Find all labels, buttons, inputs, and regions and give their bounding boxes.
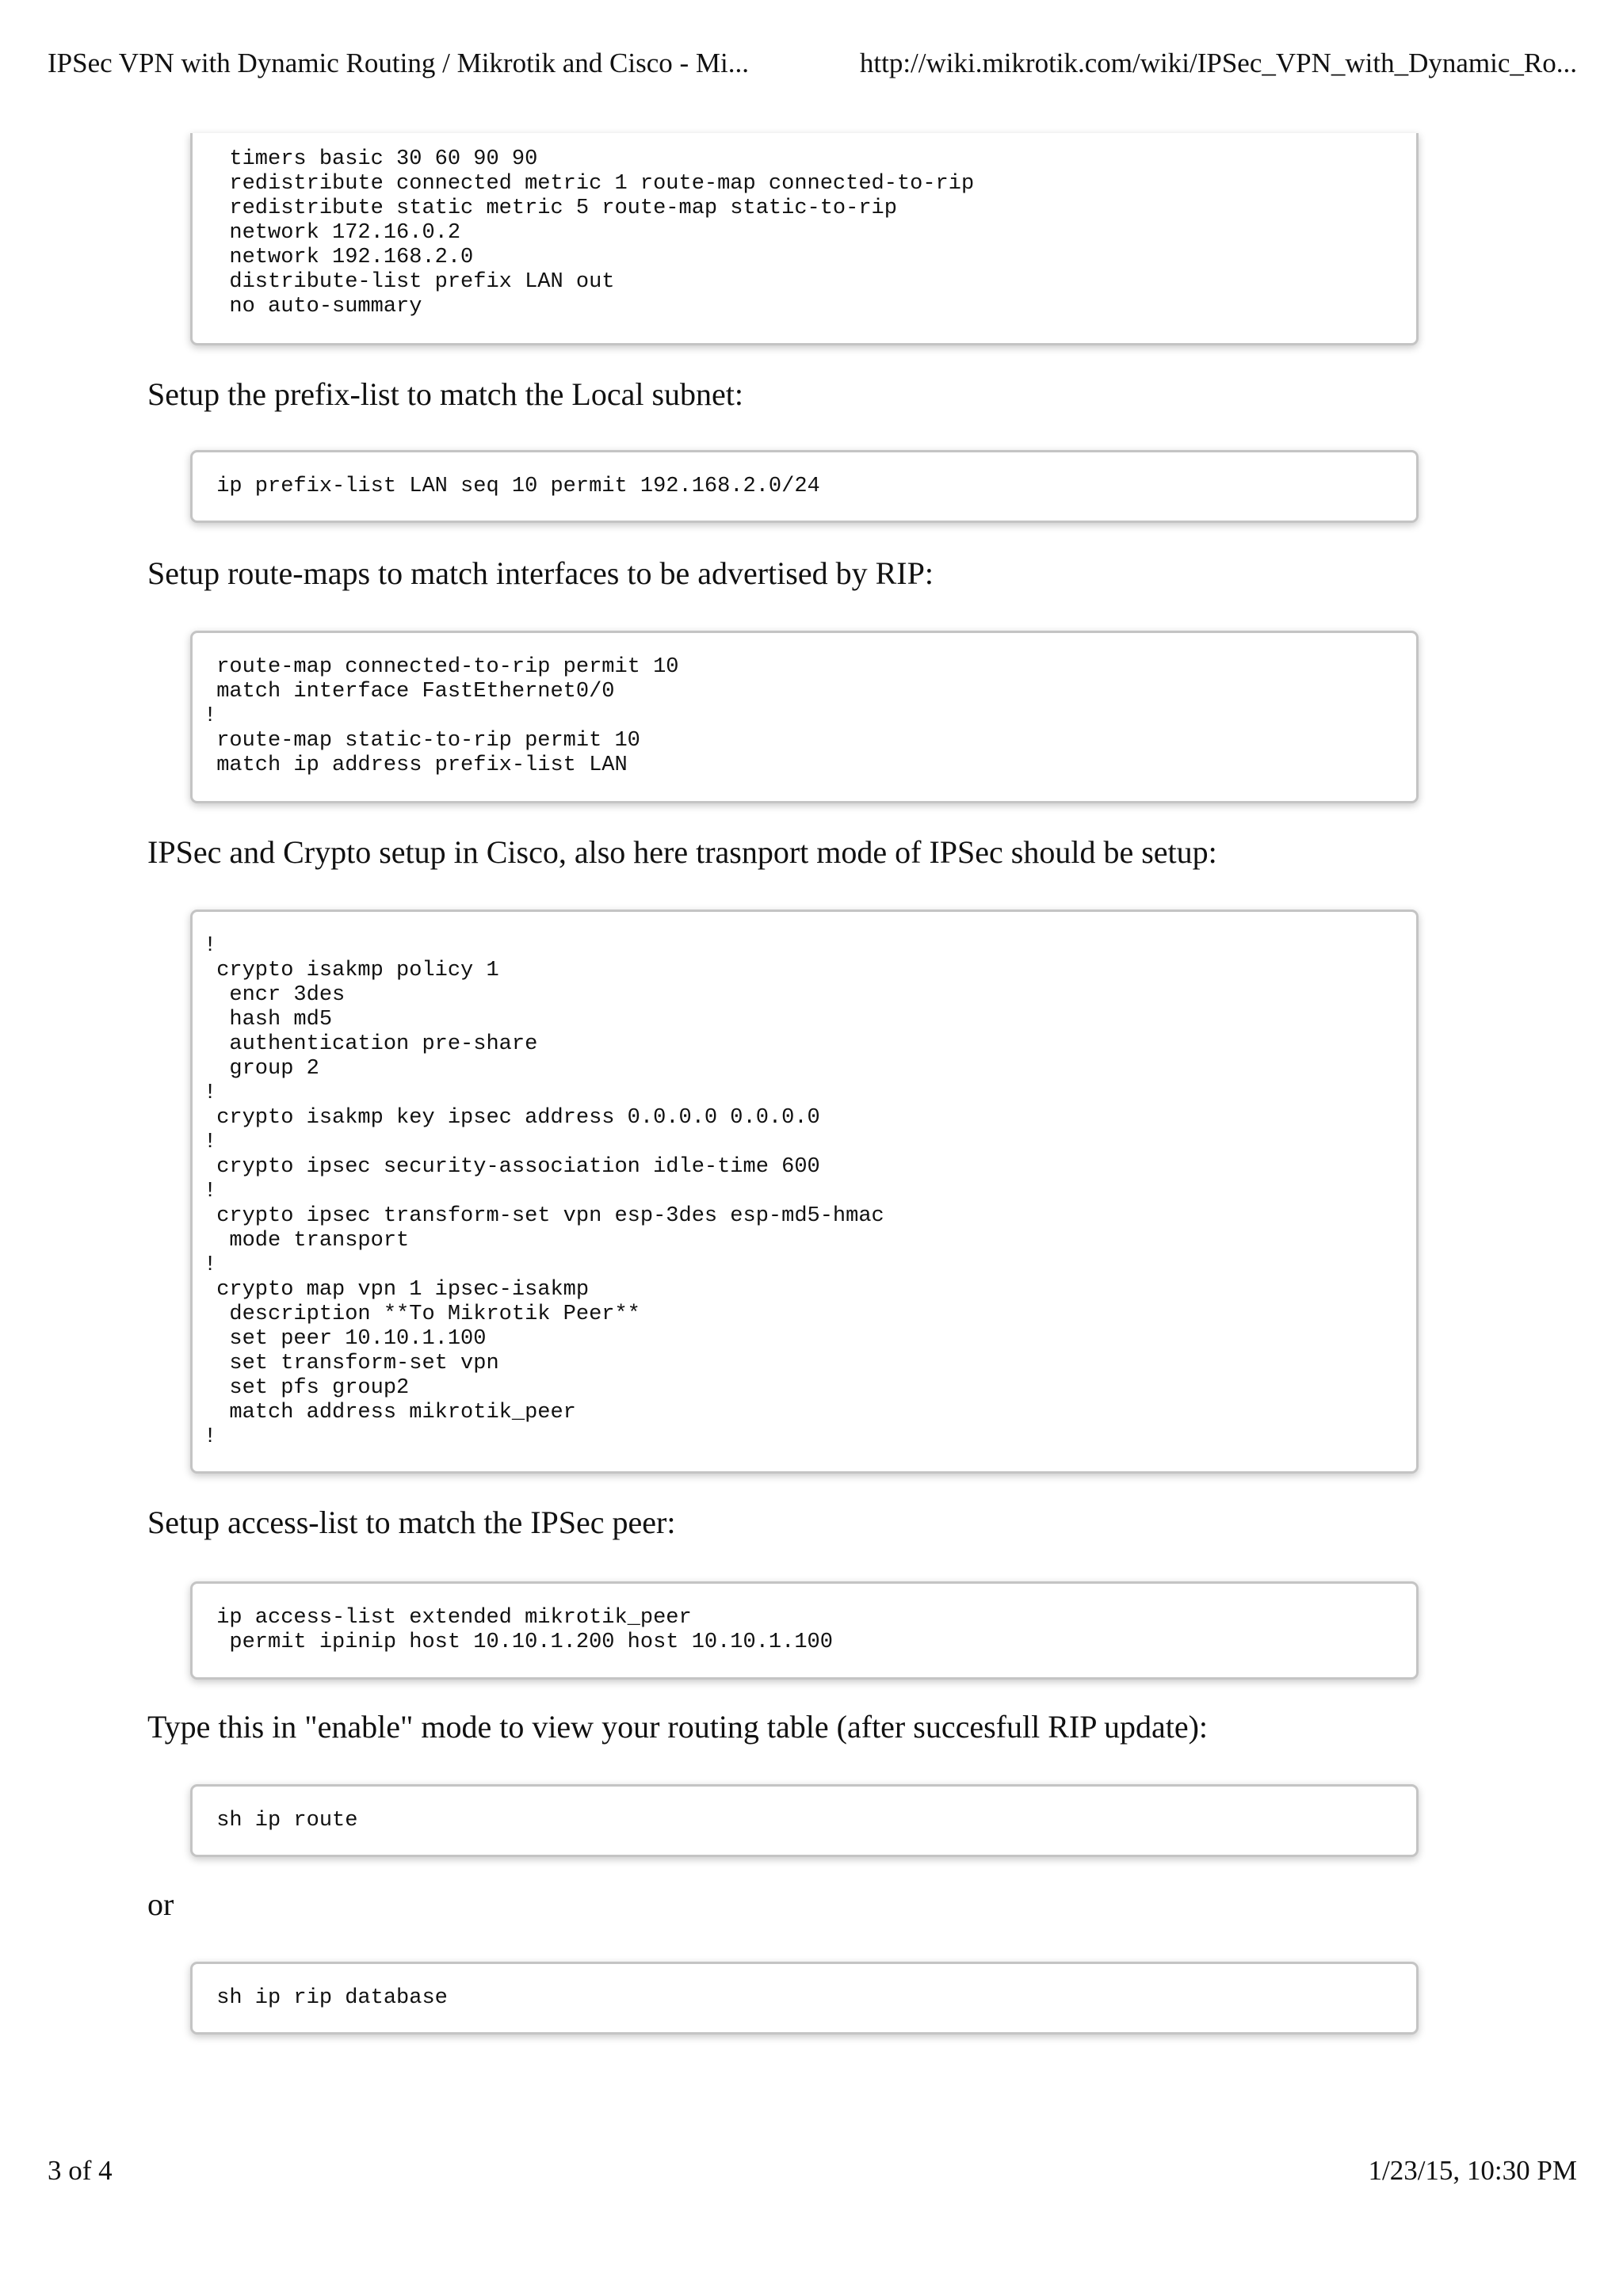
code-line: crypto isakmp key ipsec address 0.0.0.0 0.0.0.0 xyxy=(204,1106,820,1130)
code-line: set peer 10.10.1.100 xyxy=(204,1327,487,1351)
code-line: mode transport xyxy=(204,1229,410,1253)
page-title: IPSec VPN with Dynamic Routing / Mikrotik and Cisco - Mi... xyxy=(48,48,750,78)
code-line: ! xyxy=(204,1253,217,1277)
paragraph-access-list: Setup access-list to match the IPSec peer: xyxy=(147,1505,676,1540)
code-line: group 2 xyxy=(204,1057,319,1081)
code-line: redistribute connected metric 1 route-map connected-to-rip xyxy=(204,172,975,196)
code-line: redistribute static metric 5 route-map static-to-rip xyxy=(204,196,897,220)
code-block-ipsec-crypto xyxy=(190,910,1419,1474)
code-block-access-list xyxy=(190,1581,1419,1680)
code-block-prefix-list xyxy=(190,450,1419,523)
code-line: timers basic 30 60 90 90 xyxy=(204,147,538,171)
code-line: sh ip route xyxy=(204,1809,358,1833)
code-line: hash md5 xyxy=(204,1008,333,1032)
code-line: route-map connected-to-rip permit 10 xyxy=(204,655,679,679)
code-line: crypto ipsec transform-set vpn esp-3des esp-md5-hmac xyxy=(204,1204,884,1228)
paragraph-route-maps: Setup route-maps to match interfaces to be advertised by RIP: xyxy=(147,555,934,591)
page-number: 3 of 4 xyxy=(48,2155,113,2186)
code-line: network 192.168.2.0 xyxy=(204,246,474,269)
code-line: ! xyxy=(204,1081,217,1105)
paragraph-prefix-list: Setup the prefix-list to match the Local subnet: xyxy=(147,376,744,412)
code-line: crypto map vpn 1 ipsec-isakmp xyxy=(204,1278,590,1302)
print-datetime: 1/23/15, 10:30 PM xyxy=(1368,2155,1577,2186)
code-line: authentication pre-share xyxy=(204,1032,538,1056)
paragraph-ipsec-crypto: IPSec and Crypto setup in Cisco, also here trasnport mode of IPSec should be setup: xyxy=(147,834,1217,870)
code-line: ip access-list extended mikrotik_peer xyxy=(204,1606,692,1630)
code-line: network 172.16.0.2 xyxy=(204,221,461,245)
code-line: sh ip rip database xyxy=(204,1986,448,2010)
code-line: crypto isakmp policy 1 xyxy=(204,959,499,982)
code-block-show-route xyxy=(190,1784,1419,1857)
code-line: crypto ipsec security-association idle-time 600 xyxy=(204,1155,820,1179)
code-line: no auto-summary xyxy=(204,295,422,318)
code-line: permit ipinip host 10.10.1.200 host 10.10.1.100 xyxy=(204,1630,833,1654)
page-url: http://wiki.mikrotik.com/wiki/IPSec_VPN_with_Dynamic_Ro... xyxy=(859,48,1577,78)
paragraph-or: or xyxy=(147,1886,174,1922)
code-line: match ip address prefix-list LAN xyxy=(204,753,628,777)
code-block-show-rip xyxy=(190,1962,1419,2035)
code-line: distribute-list prefix LAN out xyxy=(204,270,615,294)
code-block-rip-config xyxy=(190,133,1419,345)
paragraph-show-route: Type this in "enable" mode to view your routing table (after succesfull RIP update): xyxy=(147,1709,1209,1745)
code-line: match address mikrotik_peer xyxy=(204,1401,576,1425)
code-line: ! xyxy=(204,1425,217,1449)
code-line: set transform-set vpn xyxy=(204,1352,499,1375)
code-line: description **To Mikrotik Peer** xyxy=(204,1302,640,1326)
code-line: route-map static-to-rip permit 10 xyxy=(204,729,640,753)
code-line: ip prefix-list LAN seq 10 permit 192.168.2.0/24 xyxy=(204,475,820,498)
code-line: ! xyxy=(204,704,217,728)
code-line: ! xyxy=(204,1180,217,1203)
code-block-route-maps xyxy=(190,631,1419,803)
code-line: set pfs group2 xyxy=(204,1376,410,1400)
code-line: ! xyxy=(204,1131,217,1154)
code-line: ! xyxy=(204,934,217,958)
code-line: match interface FastEthernet0/0 xyxy=(204,680,615,704)
code-line: encr 3des xyxy=(204,983,346,1007)
